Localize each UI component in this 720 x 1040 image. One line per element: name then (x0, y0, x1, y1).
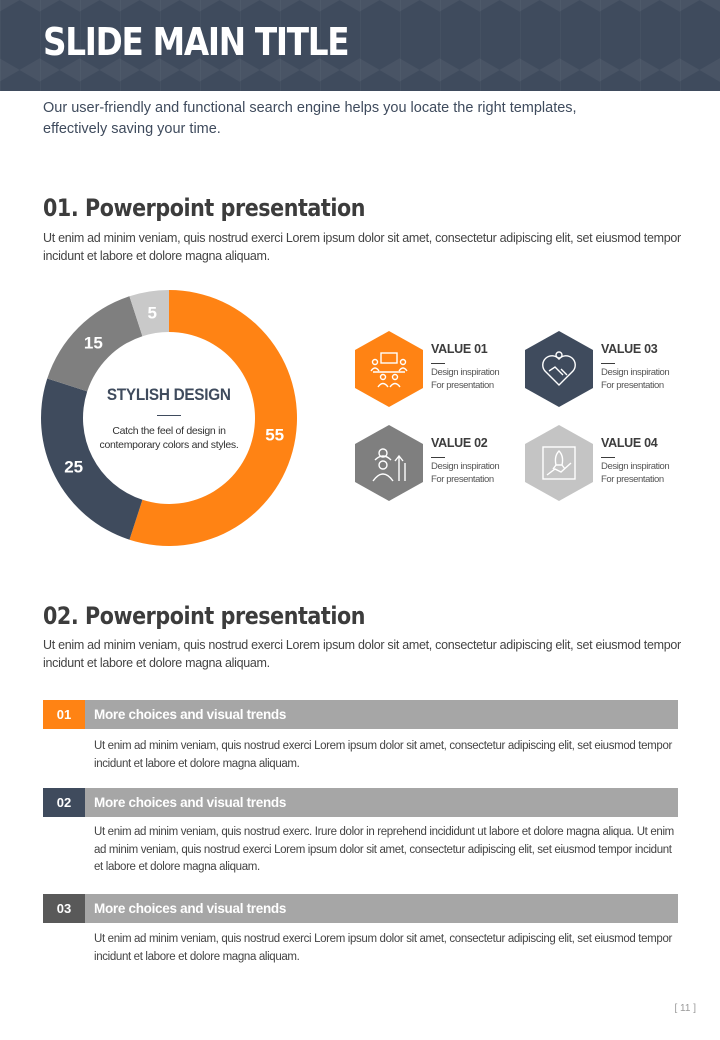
value-04-hexagon (525, 425, 593, 501)
donut-center-title: STYLISH DESIGN (107, 384, 231, 404)
list-item-02-number: 02 (43, 788, 85, 817)
value-03-hexagon (525, 331, 593, 407)
list-item-01-number: 01 (43, 700, 85, 729)
donut-chart (40, 289, 298, 547)
rocket-chart-icon (539, 443, 579, 483)
intro-text: Our user-friendly and functional search engine helps you locate the right templates, effectively saving your time. (43, 100, 577, 137)
value-02-title: VALUE 02 (431, 436, 488, 450)
value-03-card (525, 331, 695, 407)
list-item-03-bar (43, 894, 678, 923)
value-04-divider (601, 457, 615, 458)
donut-label-25: 25 (64, 457, 84, 477)
title-banner (0, 0, 720, 91)
value-04-line1: Design inspiration (601, 461, 670, 472)
list-item-02-label: More choices and visual trends (85, 788, 678, 817)
value-03-divider (601, 363, 615, 364)
list-item-02-text: Ut enim ad minim veniam, quis nostrud exerc. Irure dolor in reprehend incididunt ut labore et dolore magna aliqua. Ut enim ad minim veniam, quis nostrud exerci Lorem ipsum dolor sit amet, consectetur adipiscing elit, set eiusmod tempor incidunt et labore et dolore magna aliquam. (94, 826, 674, 873)
list-item-03-number: 03 (43, 894, 85, 923)
list-item-01-bar (43, 700, 678, 729)
list-item-02-bar (43, 788, 678, 817)
value-03-line2: For presentation (601, 380, 664, 391)
engineer-growth-icon (369, 443, 409, 483)
value-01-line1: Design inspiration (431, 367, 500, 378)
value-02-hexagon (355, 425, 423, 501)
value-02-line1: Design inspiration (431, 461, 500, 472)
value-03-line1: Design inspiration (601, 367, 670, 378)
value-04-title: VALUE 04 (601, 436, 658, 450)
donut-center (84, 333, 254, 503)
donut-center-divider (157, 415, 181, 416)
value-04-line2: For presentation (601, 474, 664, 485)
donut-center-text: Catch the feel of design in contemporary colors and styles. (99, 424, 239, 451)
value-02-card (355, 425, 525, 501)
value-02-line2: For presentation (431, 474, 494, 485)
team-meeting-icon (369, 349, 409, 389)
value-01-title: VALUE 01 (431, 342, 488, 356)
section1-title: 01. Powerpoint presentation (43, 194, 366, 222)
donut-label-15: 15 (83, 333, 103, 353)
list-item-01-label: More choices and visual trends (85, 700, 678, 729)
section2-title: 02. Powerpoint presentation (43, 602, 366, 630)
value-01-line2: For presentation (431, 380, 494, 391)
section2-text: Ut enim ad minim veniam, quis nostrud exerci Lorem ipsum dolor sit amet, consectetur adipiscing elit, set eiusmod tempor incidunt et labore et dolore magna aliquam. (43, 638, 681, 670)
value-01-hexagon (355, 331, 423, 407)
list-item-01-text: Ut enim ad minim veniam, quis nostrud exerci Lorem ipsum dolor sit amet, consectetur adipiscing elit, set eiusmod tempor incidunt et labore et dolore magna aliquam. (94, 740, 672, 770)
value-01-card (355, 331, 525, 407)
value-01-divider (431, 363, 445, 364)
value-04-card (525, 425, 695, 501)
slide-title: SLIDE MAIN TITLE (43, 20, 349, 64)
handshake-heart-icon (539, 349, 579, 389)
section1-text: Ut enim ad minim veniam, quis nostrud exerci Lorem ipsum dolor sit amet, consectetur adipiscing elit, set eiusmod tempor incidunt et labore et dolore magna aliquam. (43, 231, 681, 263)
donut-label-5: 5 (147, 303, 157, 323)
page-number: [ 11 ] (674, 1003, 696, 1014)
donut-label-55: 55 (265, 425, 285, 445)
list-item-03-text: Ut enim ad minim veniam, quis nostrud exerci Lorem ipsum dolor sit amet, consectetur adipiscing elit, set eiusmod tempor incidunt et labore et dolore magna aliquam. (94, 933, 672, 963)
value-02-divider (431, 457, 445, 458)
value-03-title: VALUE 03 (601, 342, 658, 356)
list-item-03-label: More choices and visual trends (85, 894, 678, 923)
